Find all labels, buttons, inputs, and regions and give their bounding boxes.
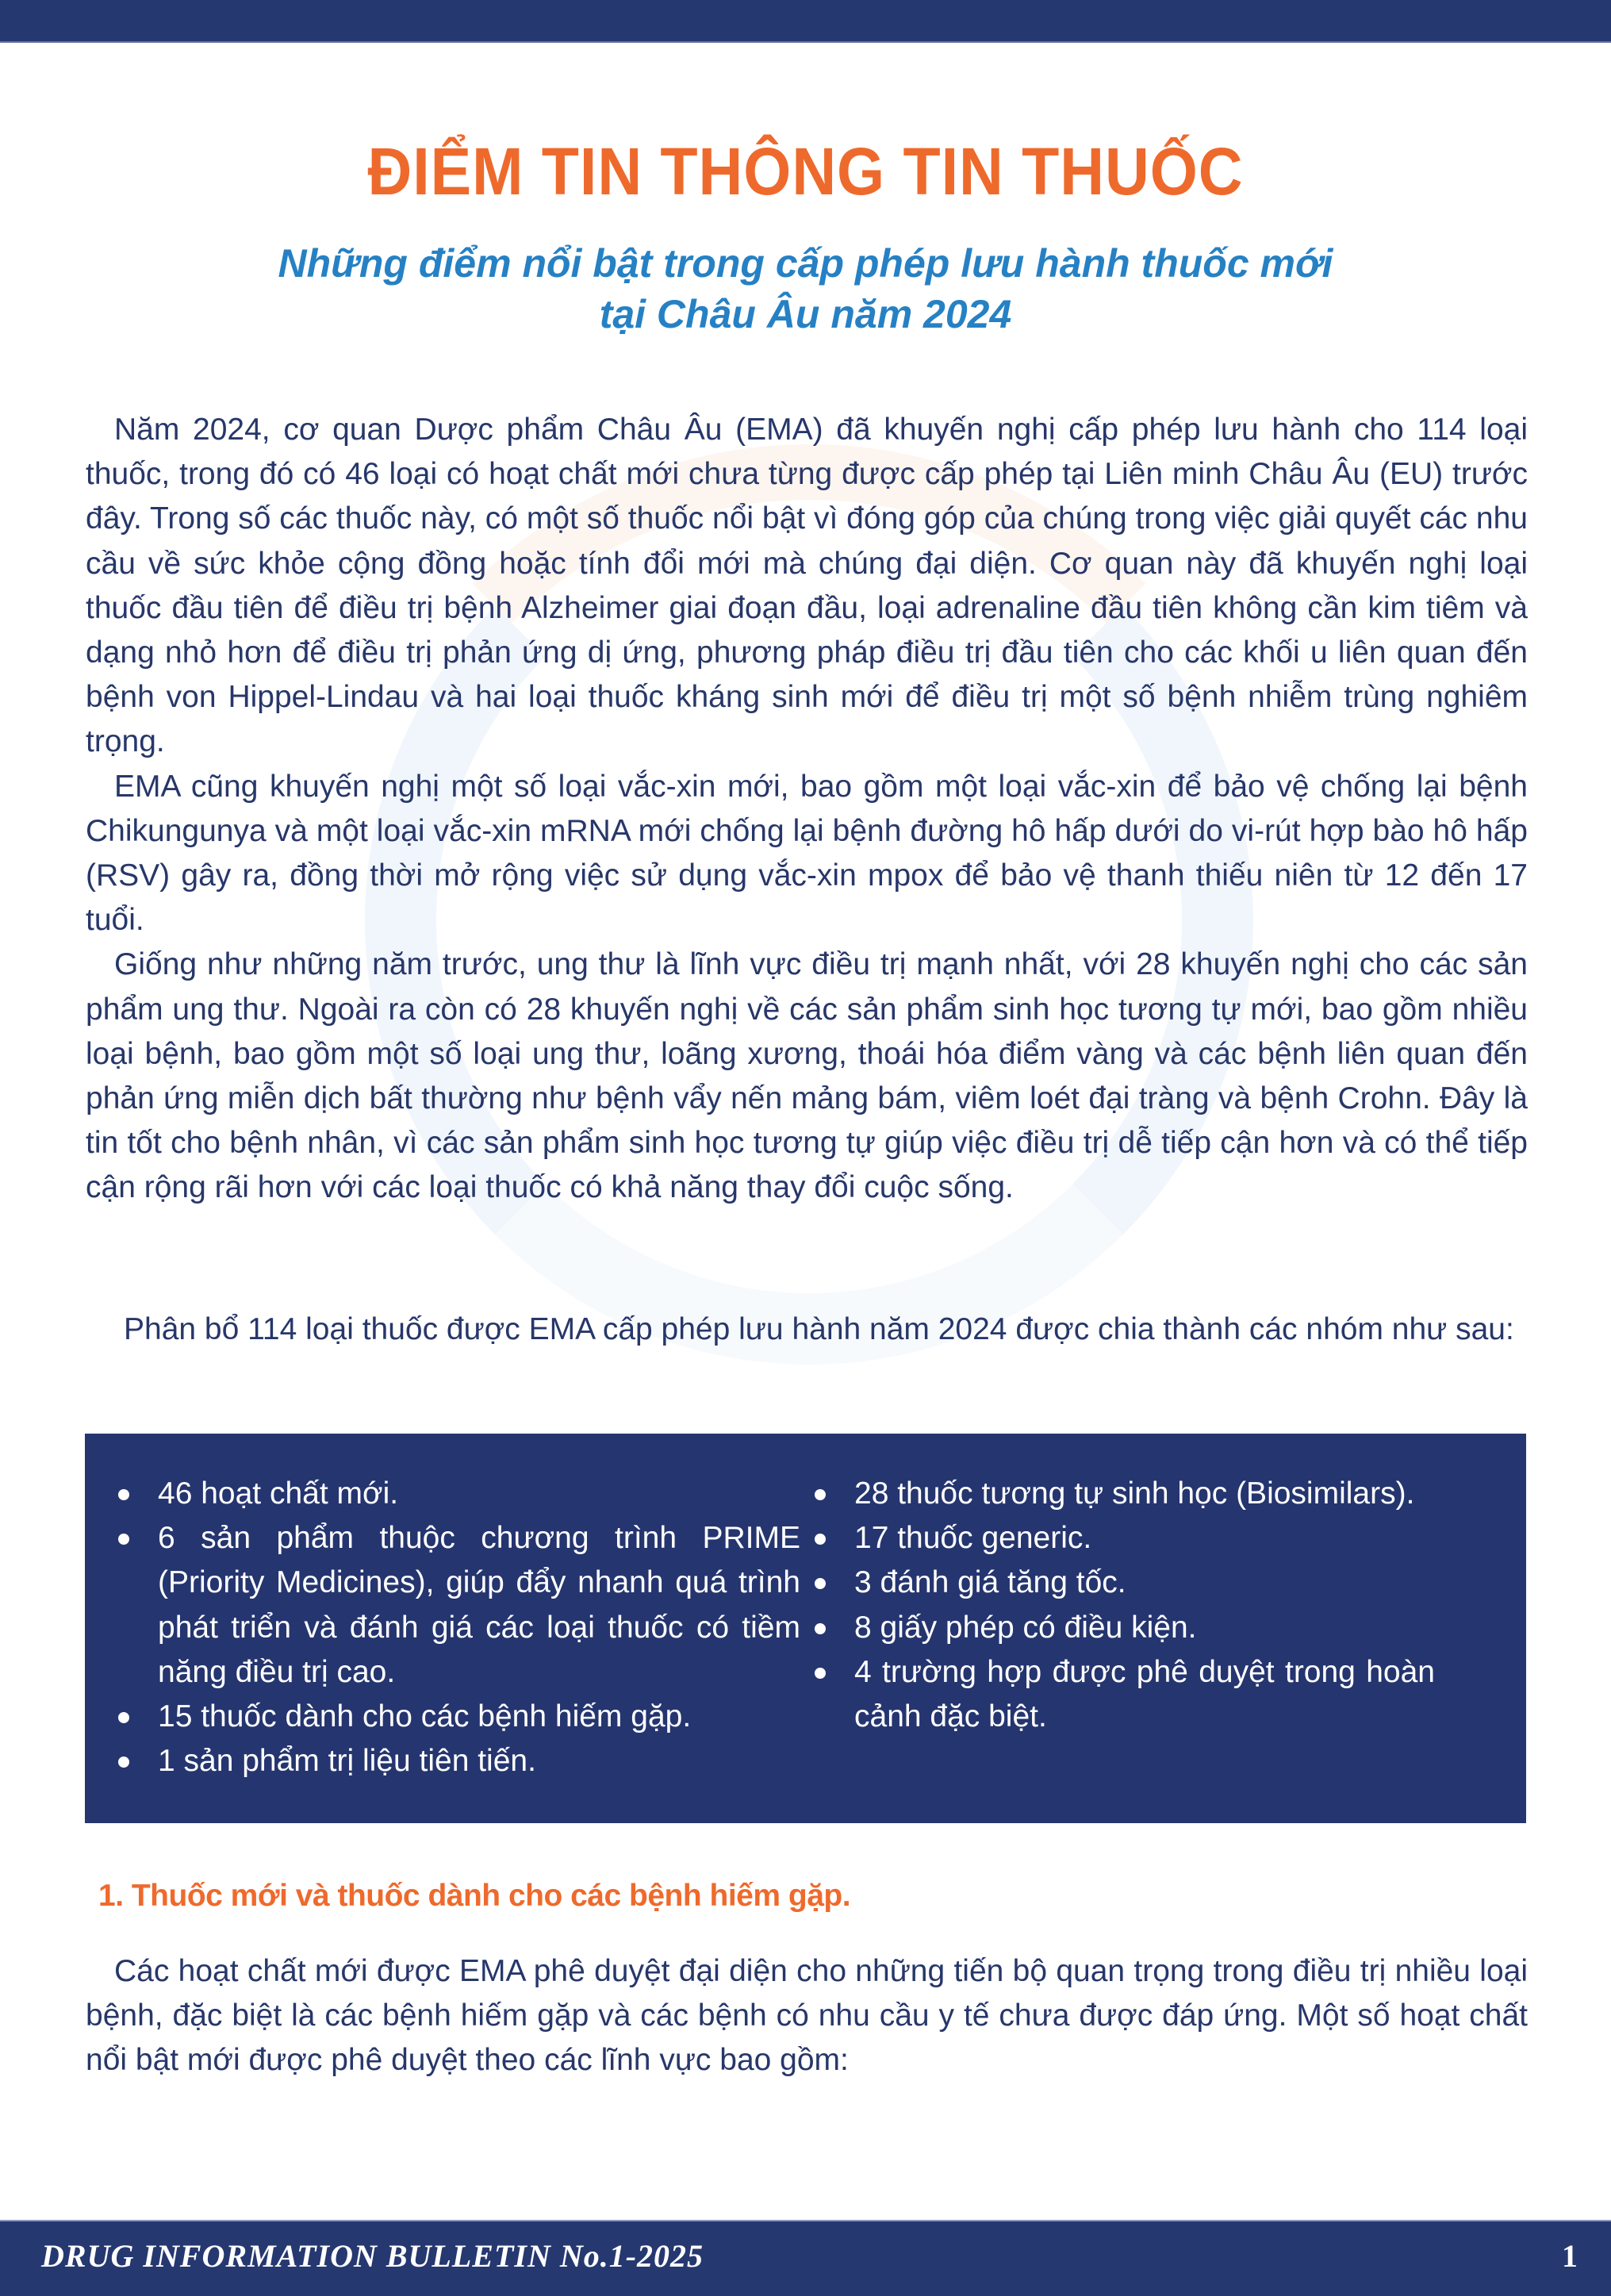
summary-item-text: 3 đánh giá tăng tốc. [854,1565,1126,1600]
summary-item-text: 4 trường hợp được phê duyệt trong hoàn cảnh đặc biệt. [854,1654,1435,1734]
bulletin-title: DRUG INFORMATION BULLETIN No.1-2025 [41,2238,704,2274]
allocation-section [86,1307,1528,1352]
section-heading-1: 1. Thuốc mới và thuốc dành cho các bệnh hiếm gặp. [98,1879,851,1913]
summary-item-text: 17 thuốc generic. [854,1521,1092,1556]
page-subtitle [0,238,1611,340]
section-1-paragraph: Các hoạt chất mới được EMA phê duyệt đại diện cho những tiến bộ quan trọng trong điều trị nhiều loại bệnh, đặc biệt là các bệnh hiếm gặp và các bệnh có nhu cầu y tế chưa được đáp ứng. Một số hoạt chất nổi bật mới được phê duyệt theo các lĩnh vực bao gồm: [86,1954,1528,2078]
bullet-icon [815,1489,826,1500]
summary-item-text: 28 thuốc tương tự sinh học (Biosimilars). [854,1476,1415,1511]
bullet-icon [118,1534,129,1545]
summary-item-text: 8 giấy phép có điều kiện. [854,1610,1197,1645]
bullet-icon [118,1489,129,1500]
bullet-icon [815,1534,826,1545]
footer-bar [0,2220,1611,2296]
bullet-icon [118,1712,129,1723]
summary-item [813,1650,1475,1739]
bullet-icon [815,1578,826,1589]
summary-item [117,1472,808,1516]
summary-item [813,1516,1475,1561]
summary-item-text: 1 sản phẩm trị liệu tiên tiến. [158,1744,536,1779]
summary-item-text: 46 hoạt chất mới. [158,1476,399,1511]
intro-paragraph-1: Năm 2024, cơ quan Dược phẩm Châu Âu (EMA) đã khuyến nghị cấp phép lưu hành cho 114 loại thuốc, trong đó có 46 loại có hoạt chất mới chưa từng được cấp phép tại Liên minh Châu Âu (EU) trước đây. Trong số các thuốc này, có một số thuốc nổi bật vì đóng góp của chúng trong việc giải quyết các nhu cầu về sức khỏe cộng đồng hoặc tính đổi mới mà chúng đại diện. Cơ quan này đã khuyến nghị loại thuốc đầu tiên để điều trị bệnh Alzheimer giai đoạn đầu, loại adrenaline đầu tiên không cần kim tiêm và dạng nhỏ hơn để điều trị phản ứng dị ứng, phương pháp điều trị đầu tiên cho các khối u liên quan đến bệnh von Hippel-Lindau và hai loại thuốc kháng sinh mới để điều trị một số bệnh nhiễm trùng nghiêm trọng. [86,413,1528,759]
intro-paragraph-2: EMA cũng khuyến nghị một số loại vắc-xin mới, bao gồm một loại vắc-xin để bảo vệ chống lại bệnh Chikungunya và một loại vắc-xin mRNA mới chống lại bệnh đường hô hấp dưới do vi-rút hợp bào hô hấp (RSV) gây ra, đồng thời mở rộng việc sử dụng vắc-xin mpox để bảo vệ thanh thiếu niên từ 12 đến 17 tuổi. [86,769,1528,938]
summary-item [813,1472,1475,1516]
summary-item-text: 15 thuốc dành cho các bệnh hiếm gặp. [158,1699,692,1734]
bullet-icon [815,1668,826,1679]
summary-list-right [808,1472,1475,1823]
section-1-body [86,1949,1528,2083]
page-title: ĐIỂM TIN THÔNG TIN THUỐC [367,134,1244,209]
bullet-icon [118,1757,129,1768]
header-bar [0,0,1611,43]
subtitle-line-1: Những điểm nổi bật trong cấp phép lưu hành thuốc mới [278,241,1333,286]
subtitle-line-2: tại Châu Âu năm 2024 [599,292,1012,336]
summary-item [117,1516,808,1695]
approval-summary-box [85,1434,1526,1823]
bullet-icon [815,1623,826,1634]
page-number: 1 [1562,2238,1578,2274]
summary-item [813,1606,1475,1650]
summary-item [117,1739,808,1783]
intro-paragraph-3: Giống như những năm trước, ung thư là lĩnh vực điều trị mạnh nhất, với 28 khuyến nghị cho các sản phẩm ung thư. Ngoài ra còn có 28 khuyến nghị về các sản phẩm sinh học tương tự mới, bao gồm nhiều loại bệnh, bao gồm một số loại ung thư, loãng xương, thoái hóa điểm vàng và các bệnh liên quan đến phản ứng miễn dịch bất thường như bệnh vẩy nến mảng bám, viêm loét đại tràng và bệnh Crohn. Đây là tin tốt cho bệnh nhân, vì các sản phẩm sinh học tương tự giúp việc điều trị dễ tiếp cận hơn và có thể tiếp cận rộng rãi hơn với các loại thuốc có khả năng thay đổi cuộc sống. [86,947,1528,1205]
summary-item-text: 6 sản phẩm thuộc chương trình PRIME (Priority Medicines), giúp đẩy nhanh quá trình phát triển và đánh giá các loại thuốc có tiềm năng điều trị cao. [158,1521,800,1689]
summary-item [813,1561,1475,1605]
allocation-paragraph: Phân bổ 114 loại thuốc được EMA cấp phép lưu hành năm 2024 được chia thành các nhóm như sau: [124,1312,1514,1346]
summary-item [117,1695,808,1739]
intro-section [86,408,1528,1211]
summary-list-left [85,1472,808,1823]
